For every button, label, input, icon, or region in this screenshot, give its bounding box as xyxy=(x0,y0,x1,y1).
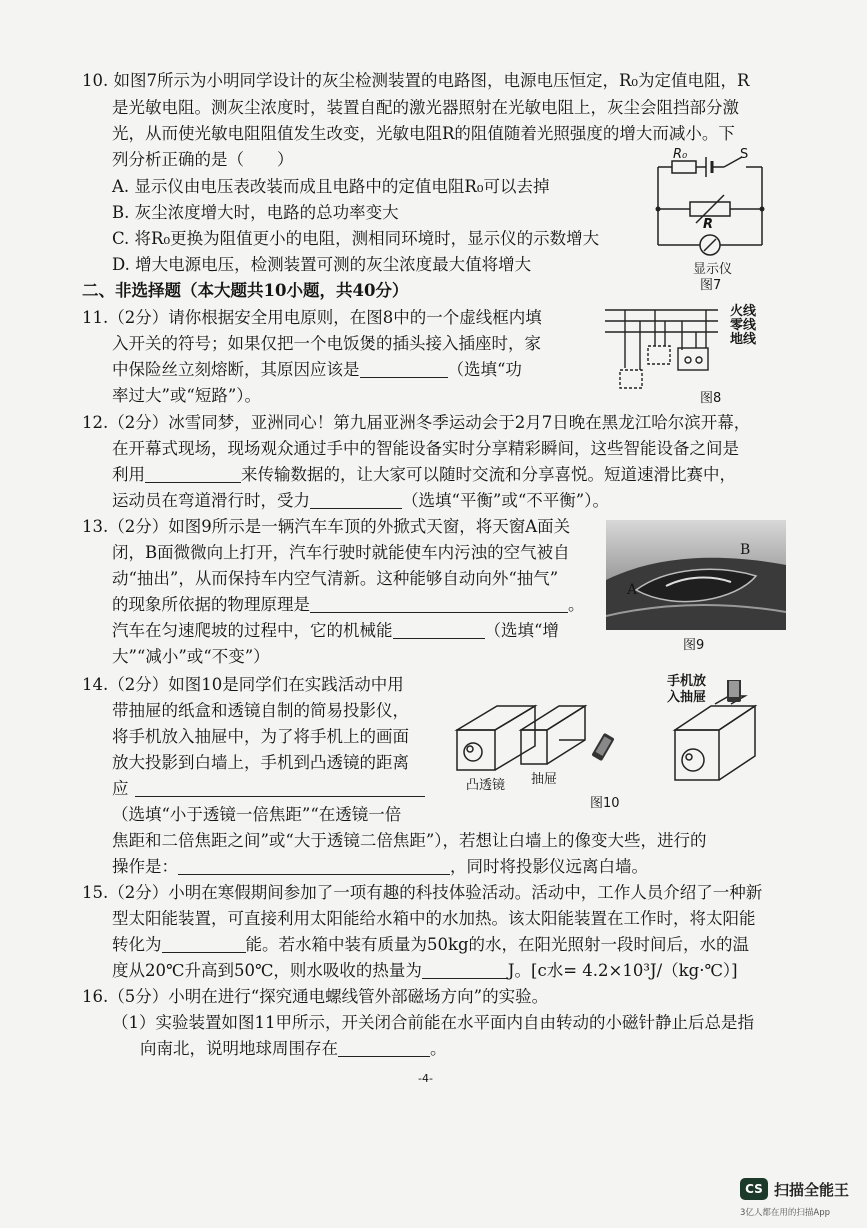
q14-line-6: （选填“小于透镜一倍焦距”“在透镜一倍 xyxy=(112,805,402,824)
q10-line-2: 是光敏电阻。测灰尘浓度时，装置自配的激光器照射在光敏电阻上，灰尘会阻挡部分激 xyxy=(112,98,739,117)
cs-logo-icon: CS xyxy=(740,1178,768,1200)
q10-option-c: C. 将R₀更换为阻值更小的电阻，测相同环境时，显示仪的示数增大 xyxy=(112,229,600,248)
q15-line-4-text: 度从20℃升高到50℃，则水吸收的热量为 xyxy=(112,961,422,980)
fig7-r0-label: R₀ xyxy=(673,147,688,162)
q14-line-4: 放大投影到白墙上，手机到凸透镜的距离 xyxy=(112,753,409,772)
q11-line-3-text: 中保险丝立刻熔断，其原因应该是 xyxy=(112,360,360,379)
fig10-phone-label-1: 手机放 xyxy=(667,674,707,689)
q11-line-2: 入开关的符号；如果仅把一个电饭煲的插头接入插座时，家 xyxy=(112,334,541,353)
q10-option-d: D. 增大电源电压，检测装置可测的灰尘浓度最大值将增大 xyxy=(112,255,532,274)
q14-line-8-tail: ，同时将投影仪远离白墙。 xyxy=(450,857,648,876)
q14-line-8-text: 操作是： xyxy=(112,857,178,876)
q14-answer-blank-2[interactable] xyxy=(178,856,450,875)
q15-line-4 xyxy=(112,958,738,984)
q14-line-5-text: 应 xyxy=(112,779,129,798)
q13-answer-blank-1[interactable] xyxy=(310,594,568,613)
q15-line-3-text: 转化为 xyxy=(112,935,162,954)
fig9-label-b: B xyxy=(740,542,751,558)
fig9-caption: 图9 xyxy=(683,638,705,653)
fig7-caption: 图7 xyxy=(700,278,722,293)
fig10-drawer-label: 抽屉 xyxy=(531,772,558,787)
q11-line-3-tail: （选填“功 xyxy=(447,360,522,379)
scanner-app-slogan: 3亿人都在用的扫描App xyxy=(740,1208,831,1218)
q13-line-3: 动“抽出”，从而保持车内空气清新。这种能够自动向外“抽气” xyxy=(112,569,559,588)
q13-line-5-text: 汽车在匀速爬坡的过程中，它的机械能 xyxy=(112,621,393,640)
q11-line-3 xyxy=(112,357,522,383)
q12-line-4 xyxy=(112,488,609,514)
q13-line-5-tail: （选填“增 xyxy=(484,621,559,640)
fig7-r-label: R xyxy=(703,217,714,232)
q12-line-1: 12.（2分）冰雪同梦，亚洲同心！第九届亚洲冬季运动会于2月7日晚在黑龙江哈尔滨开幕， xyxy=(82,413,751,432)
q14-line-1: 14.（2分）如图10是同学们在实践活动中用 xyxy=(82,675,404,694)
q14-line-8 xyxy=(112,854,648,880)
q16-answer-blank[interactable] xyxy=(338,1038,430,1057)
fig7-meter-label: 显示仪 xyxy=(693,262,733,277)
q14-answer-blank-1[interactable] xyxy=(135,778,425,797)
q13-line-5 xyxy=(112,618,559,644)
q15-line-1: 15.（2分）小明在寒假期间参加了一项有趣的科技体验活动。活动中，工作人员介绍了一种新 xyxy=(82,883,763,902)
q16-line-3-text: 向南北，说明地球周围存在 xyxy=(140,1039,338,1058)
fig10-phone-label-2: 入抽屉 xyxy=(667,690,707,705)
q12-line-3 xyxy=(112,462,736,488)
q11-line-1: 11.（2分）请你根据安全用电原则，在图8中的一个虚线框内填 xyxy=(82,308,542,327)
fig8-live-wire-label: 火线 xyxy=(730,304,757,319)
q13-line-6: 大”“减小”或“不变”） xyxy=(112,647,270,666)
q14-line-2: 带抽屉的纸盒和透镜自制的简易投影仪， xyxy=(112,701,409,720)
figure-9-sunroof-photo xyxy=(606,520,786,630)
q10-option-b: B. 灰尘浓度增大时，电路的总功率变大 xyxy=(112,203,399,222)
q10-option-a: A. 显示仪由电压表改装而成且电路中的定值电阻R₀可以去掉 xyxy=(112,177,550,196)
q13-line-4 xyxy=(112,592,585,618)
fig7-switch-label: S xyxy=(740,147,749,162)
page-number: -4- xyxy=(418,1072,433,1085)
q15-answer-blank-1[interactable] xyxy=(162,934,246,953)
q15-line-3 xyxy=(112,932,749,958)
q16-line-3 xyxy=(140,1036,447,1062)
q12-line-4-text: 运动员在弯道滑行时，受力 xyxy=(112,491,310,510)
fig8-dashed-box-lower xyxy=(620,370,642,388)
q12-answer-blank-2[interactable] xyxy=(310,490,402,509)
fig8-socket xyxy=(678,348,708,370)
fig8-ground-wire-label: 地线 xyxy=(730,332,757,347)
q16-line-3-tail: 。 xyxy=(430,1039,447,1058)
q14-line-3: 将手机放入抽屉中，为了将手机上的画面 xyxy=(112,727,409,746)
q12-answer-blank-1[interactable] xyxy=(145,464,241,483)
q12-line-3-text: 利用 xyxy=(112,465,145,484)
q14-line-7: 焦距和二倍焦距之间”或“大于透镜二倍焦距”），若想让白墙上的像变大些，进行的 xyxy=(112,831,707,850)
q12-line-4-tail: （选填“平衡”或“不平衡”）。 xyxy=(402,491,609,510)
q14-line-5 xyxy=(112,776,425,802)
q13-answer-blank-2[interactable] xyxy=(393,620,485,639)
fig8-neutral-wire-label: 零线 xyxy=(730,318,757,333)
q15-line-2: 型太阳能装置，可直接利用太阳能给水箱中的水加热。该太阳能装置在工作时，将太阳能 xyxy=(112,909,756,928)
q15-line-3-tail: 能。若水箱中装有质量为50kg的水，在阳光照射一段时间后，水的温 xyxy=(245,935,750,954)
q16-line-1: 16.（5分）小明在进行“探究通电螺线管外部磁场方向”的实验。 xyxy=(82,987,549,1006)
q11-line-4: 率过大”或“短路”）。 xyxy=(112,386,262,405)
scanner-app-name: 扫描全能王 xyxy=(774,1181,850,1199)
q10-line-3: 光，从而使光敏电阻阻值发生改变，光敏电阻R的阻值随着光照强度的增大而减小。下 xyxy=(112,124,735,143)
q15-line-4-tail: J。[c水= 4.2×10³J/（kg·℃）] xyxy=(507,961,738,980)
fig10-lens-label: 凸透镜 xyxy=(466,778,506,793)
q16-line-2: （1）实验装置如图11甲所示，开关闭合前能在水平面内自由转动的小磁针静止后总是指 xyxy=(112,1013,754,1032)
fig8-caption: 图8 xyxy=(700,391,722,406)
q13-line-4-tail: 。 xyxy=(568,595,585,614)
r0-resistor-symbol xyxy=(672,161,696,173)
section-2-title: 二、非选择题（本大题共10小题，共40分） xyxy=(82,281,409,300)
q10-line-4: 列分析正确的是（ ） xyxy=(112,150,294,169)
fig9-label-a: A xyxy=(627,582,638,598)
q10-line-1: 10. 如图7所示为小明同学设计的灰尘检测装置的电路图，电源电压恒定，R₀为定值电阻，R xyxy=(82,71,750,90)
q13-line-4-text: 的现象所依据的物理原理是 xyxy=(112,595,310,614)
figure-8-wiring xyxy=(600,300,800,400)
fig10-caption: 图10 xyxy=(590,796,620,811)
convex-lens-symbol xyxy=(464,743,482,761)
q13-line-2: 闭，B面微微向上打开，汽车行驶时就能使车内污浊的空气被自 xyxy=(112,543,570,562)
q13-line-1: 13.（2分）如图9所示是一辆汽车车顶的外掀式天窗，将天窗A面关 xyxy=(82,517,571,536)
fig8-dashed-box-upper xyxy=(648,346,670,364)
q15-answer-blank-2[interactable] xyxy=(422,960,508,979)
q11-answer-blank[interactable] xyxy=(360,359,448,378)
q12-line-3-tail: 来传输数据的，让大家可以随时交流和分享喜悦。短道速滑比赛中， xyxy=(241,465,736,484)
q12-line-2: 在开幕式现场，现场观众通过手中的智能设备实时分享精彩瞬间，这些智能设备之间是 xyxy=(112,439,739,458)
